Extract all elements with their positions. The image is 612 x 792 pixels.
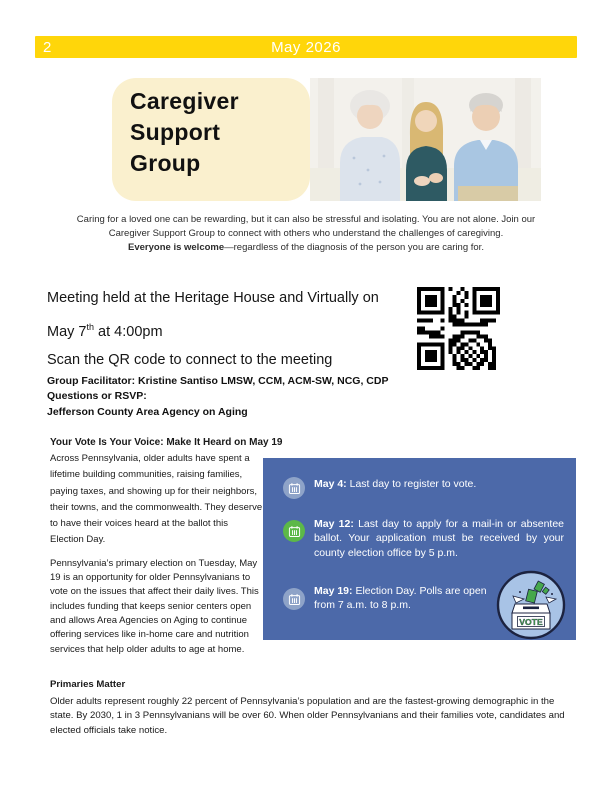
- deadline-date: May 4:: [314, 478, 347, 490]
- meeting-time: at 4:00pm: [94, 323, 163, 340]
- facilitator-line: Questions or RSVP:: [47, 390, 147, 403]
- ballot-box-illustration: [496, 570, 566, 640]
- vote-article: [50, 435, 576, 657]
- intro-text: [73, 213, 539, 255]
- deadline-item-may-4: [283, 477, 564, 499]
- caregiver-title-line: Caregiver: [130, 88, 239, 114]
- caregiver-title: [130, 86, 239, 179]
- primaries-section: [50, 678, 574, 738]
- meeting-date: May 7: [47, 323, 87, 340]
- primaries-body: Older adults represent roughly 22 percent of Pennsylvania’s population and are the fastest-growing demographic in the state. By 2030, 1 in 3 Pennsylvanians will be over 60. When older Pennsylvanians and their families vote, candidates and elected officials take notice.: [50, 696, 565, 736]
- welcome-line: [73, 241, 539, 255]
- header-bar: [35, 36, 577, 58]
- vote-article-paragraph-2: Pennsylvania’s primary election on Tuesday, May 19 is an opportunity for older Pennsylvanians to vote on the issues that affect their daily lives. This includes funding that keeps senior centers open and allows Area Agencies on Aging to continue offering services like in-home care and nutrition services that help older adults to age at home.: [50, 557, 259, 655]
- deadline-date: May 12:: [314, 518, 354, 530]
- caregiver-title-line: Group: [130, 150, 201, 176]
- facilitator-line: Jefferson County Area Agency on Aging: [47, 405, 248, 418]
- meeting-info: [47, 284, 379, 374]
- vote-article-paragraph-1: Across Pennsylvania, older adults have spent a lifetime building communities, raising families, paying taxes, and showing up for their neighbors, their towns, and the commonwealth. They deserve to have their voices heard at the ballot this Election Day.: [50, 453, 263, 546]
- calendar-icon: [283, 477, 305, 499]
- photo-illustration: [310, 78, 541, 201]
- deadline-item-may-12: [283, 517, 564, 560]
- page-number: 2: [43, 38, 52, 56]
- facilitator-line: Group Facilitator: Kristine Santiso LMSW, CCM, ACM-SW, NCG, CDP: [47, 375, 389, 387]
- deadline-text: [314, 477, 476, 491]
- meeting-line-3: Scan the QR code to connect to the meeting: [47, 351, 333, 368]
- meeting-line-2: [47, 313, 379, 346]
- qr-code: [417, 287, 500, 370]
- meeting-date-ordinal: th: [86, 321, 95, 332]
- deadline-text: [314, 517, 564, 560]
- primaries-title: Primaries Matter: [50, 679, 126, 690]
- calendar-icon: [283, 588, 305, 610]
- deadline-desc: Election Day. Polls are open from 7 a.m. to 8 p.m.: [314, 585, 487, 612]
- welcome-rest-text: —regardless of the diagnosis of the person you are caring for.: [224, 242, 484, 253]
- intro-paragraph: Caring for a loved one can be rewarding, but it can also be stressful and isolating. You are not alone. Join our Caregiver Support Group to connect with others who understand the challenges of caregiving.: [76, 214, 536, 239]
- deadline-desc: Last day to apply for a mail-in or absentee ballot. Your application must be received by your county election office by 5 p.m.: [314, 518, 565, 559]
- support-group-photo: [310, 78, 541, 201]
- deadline-date: May 19:: [314, 585, 353, 597]
- month-title: May 2026: [271, 38, 341, 56]
- calendar-icon: [283, 520, 305, 542]
- meeting-line-1: Meeting held at the Heritage House and Virtually on: [47, 290, 379, 306]
- deadline-desc: Last day to register to vote.: [349, 478, 477, 490]
- election-dates-panel: [263, 458, 576, 640]
- caregiver-title-line: Support: [130, 119, 221, 145]
- facilitator-info: [47, 374, 388, 420]
- vote-label: VOTE: [519, 617, 543, 627]
- vote-article-title: Your Vote Is Your Voice: Make It Heard on May 19: [50, 437, 283, 448]
- deadline-text: [314, 584, 499, 613]
- welcome-bold-text: Everyone is welcome: [128, 242, 225, 253]
